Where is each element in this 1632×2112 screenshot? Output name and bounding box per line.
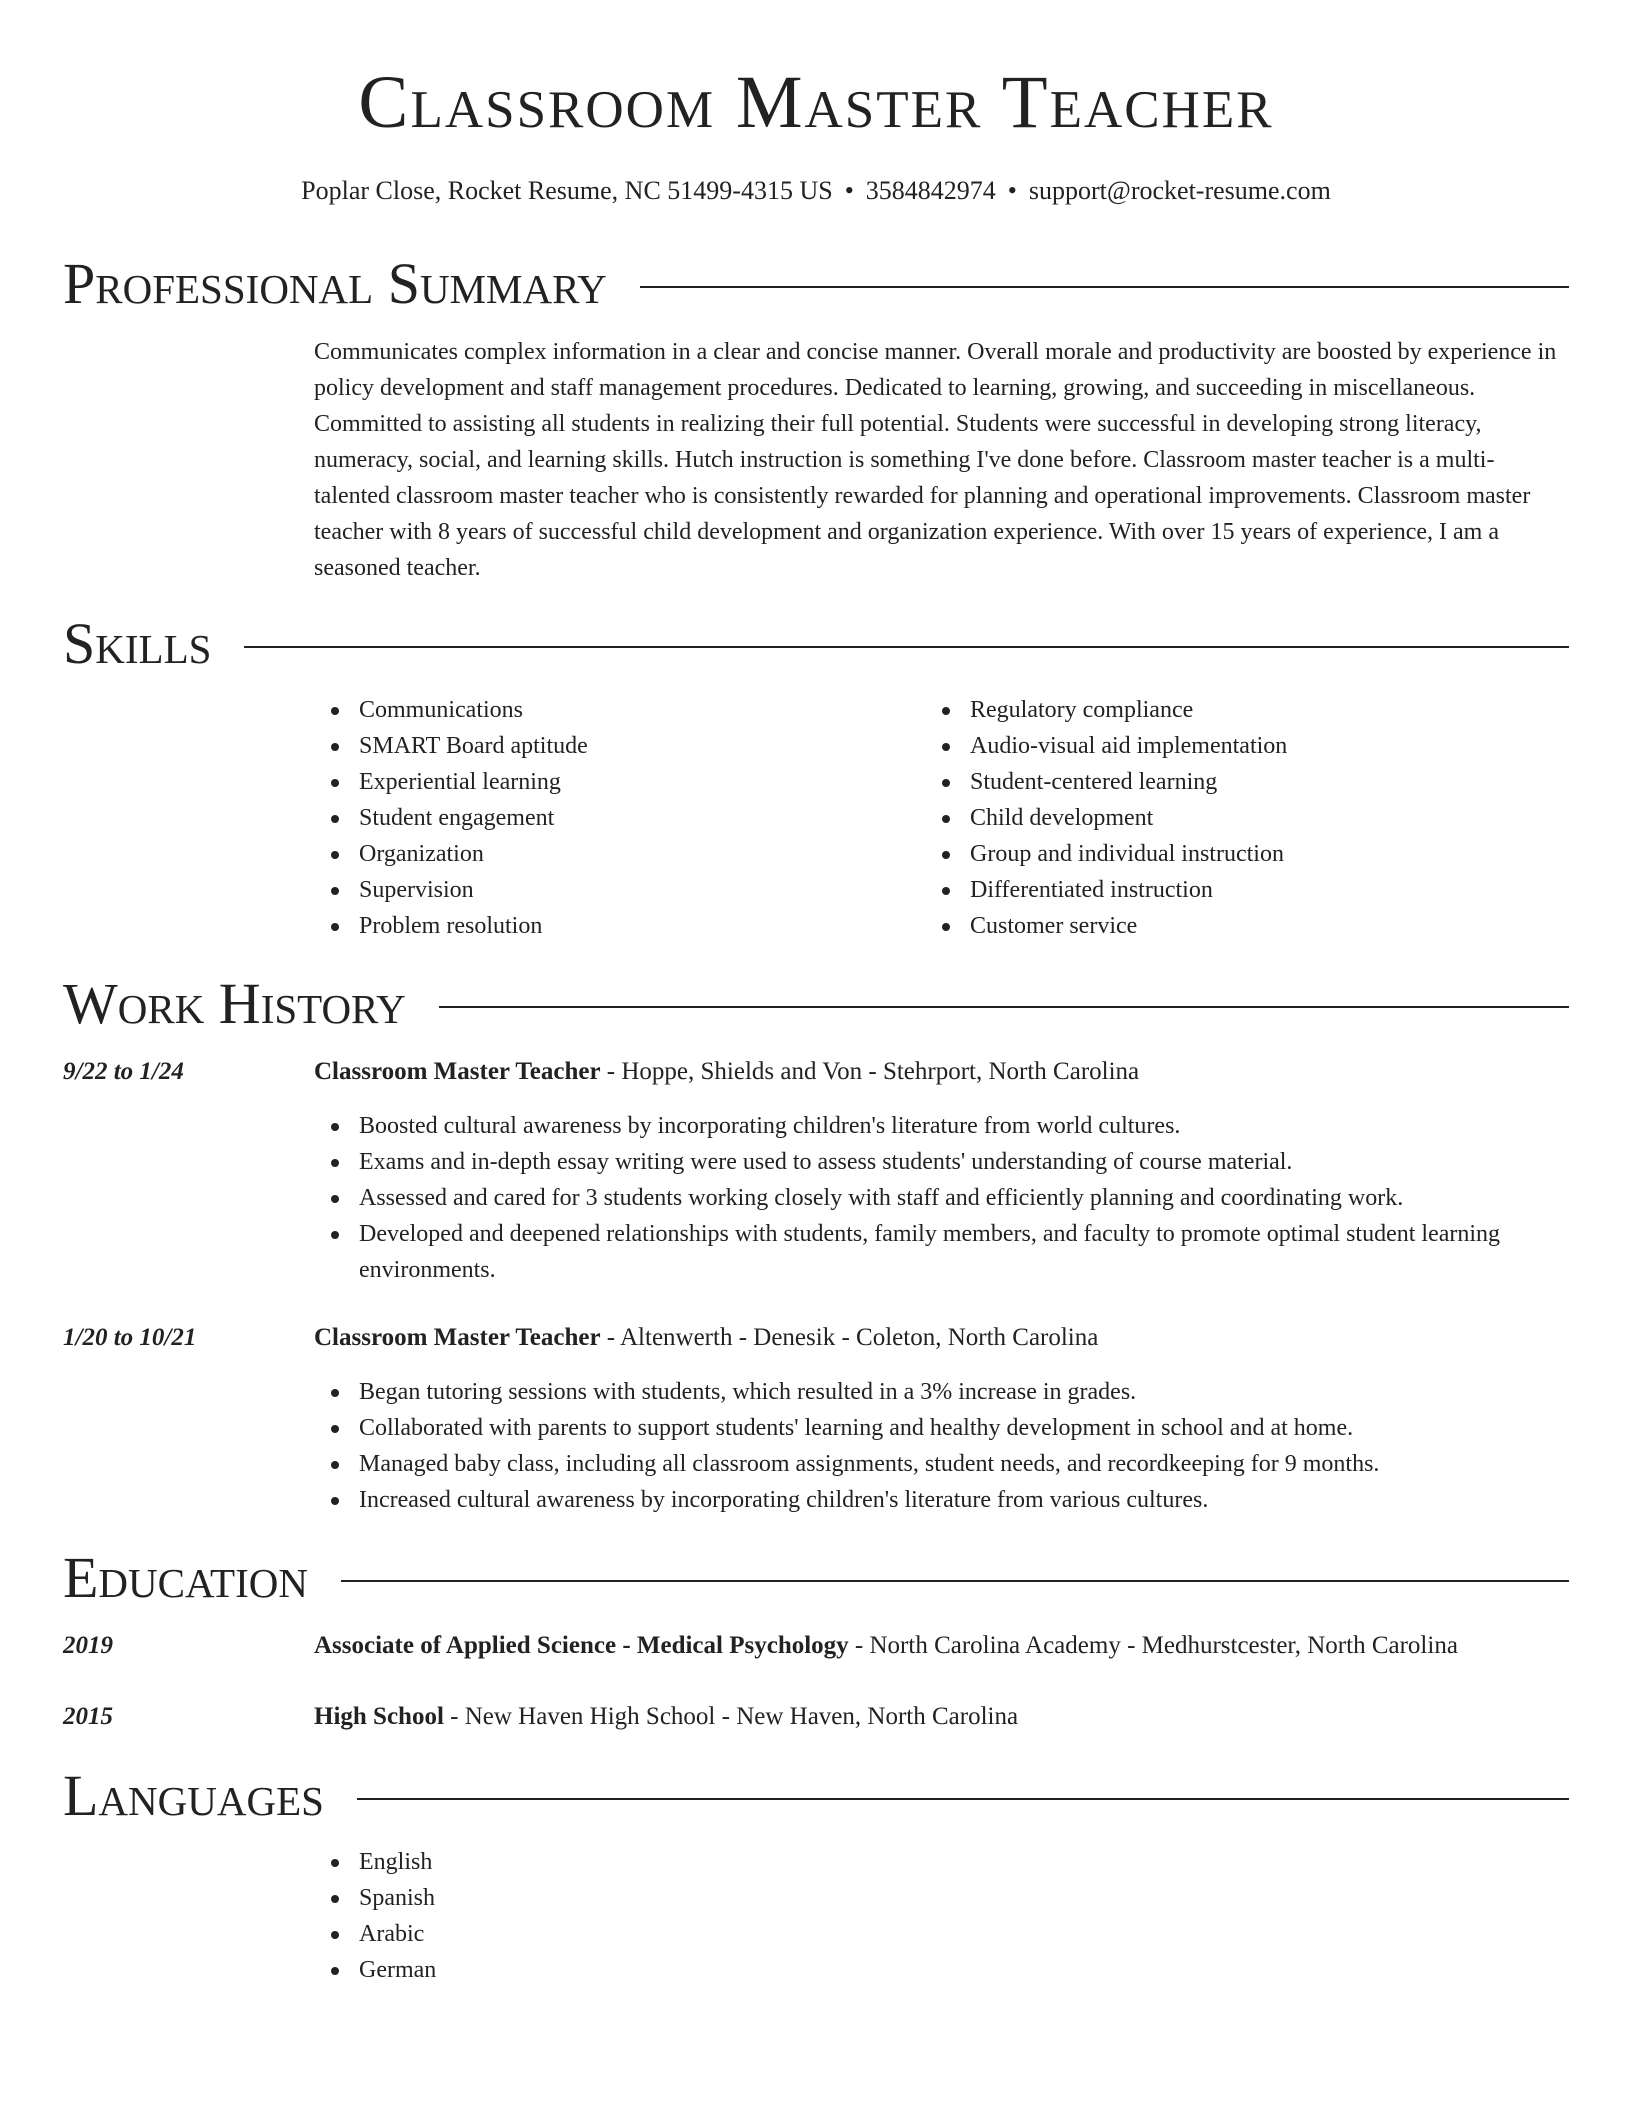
education-degree: Associate of Applied Science - Medical Psychology	[314, 1632, 849, 1659]
skill-item: Student engagement	[314, 800, 914, 836]
summary-title: Professional Summary	[63, 251, 607, 316]
job-bullets	[314, 1108, 1569, 1288]
skill-item: Organization	[314, 836, 914, 872]
job-bullet: Exams and in-depth essay writing were used to assess students' understanding of course material.	[314, 1144, 1569, 1180]
education-line	[314, 1628, 1569, 1664]
job-bullet: Increased cultural awareness by incorporating children's literature from various cultures.	[314, 1482, 1569, 1518]
job-bullet: Collaborated with parents to support students' learning and healthy development in school and at home.	[314, 1410, 1569, 1446]
skills-title: Skills	[63, 611, 212, 676]
job-bullet: Managed baby class, including all classroom assignments, student needs, and recordkeeping for 9 months.	[314, 1446, 1569, 1482]
skill-item: Problem resolution	[314, 908, 914, 944]
candidate-name: Classroom Master Teacher	[358, 61, 1274, 144]
education-details: - North Carolina Academy - Medhurstcester, North Carolina	[848, 1632, 1458, 1659]
education-line	[314, 1699, 1569, 1735]
skill-item: Regulatory compliance	[925, 692, 1525, 728]
skill-item: Audio-visual aid implementation	[925, 728, 1525, 764]
contact-separator: •	[844, 176, 854, 205]
skills-column-right	[925, 692, 1525, 944]
section-divider	[357, 1798, 1569, 1800]
summary-content	[314, 334, 1569, 586]
section-divider	[341, 1580, 1569, 1582]
skill-item: Experiential learning	[314, 764, 914, 800]
languages-section-header	[63, 1762, 1569, 1830]
contact-email[interactable]: support@rocket-resume.com	[1028, 176, 1331, 205]
skills-section-header	[63, 610, 1569, 678]
languages-content	[314, 1844, 1569, 1988]
contact-line	[0, 174, 1632, 208]
job-title-line	[314, 1320, 1569, 1356]
section-divider	[439, 1006, 1569, 1008]
education-year: 2015	[63, 1703, 113, 1730]
skill-item: Supervision	[314, 872, 914, 908]
job-bullet: Developed and deepened relationships with students, family members, and faculty to promote optimal student learning environments.	[314, 1216, 1569, 1288]
job-dates: 1/20 to 10/21	[63, 1324, 197, 1351]
job-role: Classroom Master Teacher	[314, 1324, 601, 1351]
skill-item: SMART Board aptitude	[314, 728, 914, 764]
skill-item: Communications	[314, 692, 914, 728]
language-item: Spanish	[314, 1880, 1569, 1916]
skill-item: Customer service	[925, 908, 1525, 944]
language-item: Arabic	[314, 1916, 1569, 1952]
summary-text: Communicates complex information in a clear and concise manner. Overall morale and productivity are boosted by experience in policy development and staff management procedures. Dedicated to learning, growing, and succeeding in miscellaneous. Committed to assisting all students in realizing their full potential. Students were successful in developing strong literacy, numeracy, social, and learning skills. Hutch instruction is something I've done before. Classroom master teacher is a multi-talented classroom master teacher who is consistently rewarded for planning and operational improvements. Classroom master teacher with 8 years of successful child development and organization experience. With over 15 years of experience, I am a seasoned teacher.	[314, 339, 1557, 581]
job-details: - Altenwerth - Denesik - Coleton, North Carolina	[600, 1324, 1099, 1351]
job-bullet: Began tutoring sessions with students, which resulted in a 3% increase in grades.	[314, 1374, 1569, 1410]
job-role: Classroom Master Teacher	[314, 1058, 601, 1085]
education-degree: High School	[314, 1703, 444, 1730]
work-section-header	[63, 970, 1569, 1038]
job-bullet: Assessed and cared for 3 students working closely with staff and efficiently planning and coordinating work.	[314, 1180, 1569, 1216]
language-item: English	[314, 1844, 1569, 1880]
job-bullet: Boosted cultural awareness by incorporating children's literature from world cultures.	[314, 1108, 1569, 1144]
summary-section-header	[63, 250, 1569, 318]
contact-address: Poplar Close, Rocket Resume, NC 51499-4315 US	[301, 176, 833, 205]
contact-phone: 3584842974	[865, 176, 996, 205]
skills-column-left	[314, 692, 914, 944]
work-title: Work History	[63, 971, 406, 1036]
skill-item: Student-centered learning	[925, 764, 1525, 800]
skill-item: Group and individual instruction	[925, 836, 1525, 872]
education-section-header	[63, 1544, 1569, 1612]
job-title-line	[314, 1054, 1569, 1090]
job-dates: 9/22 to 1/24	[63, 1058, 184, 1085]
section-divider	[244, 646, 1569, 648]
contact-separator: •	[1007, 176, 1017, 205]
skill-item: Child development	[925, 800, 1525, 836]
language-item: German	[314, 1952, 1569, 1988]
section-divider	[640, 286, 1569, 288]
skill-item: Differentiated instruction	[925, 872, 1525, 908]
languages-title: Languages	[63, 1763, 324, 1828]
education-details: - New Haven High School - New Haven, North Carolina	[443, 1703, 1019, 1730]
job-bullets	[314, 1374, 1569, 1518]
education-title: Education	[63, 1545, 308, 1610]
job-details: - Hoppe, Shields and Von - Stehrport, North Carolina	[600, 1058, 1140, 1085]
education-year: 2019	[63, 1632, 113, 1659]
